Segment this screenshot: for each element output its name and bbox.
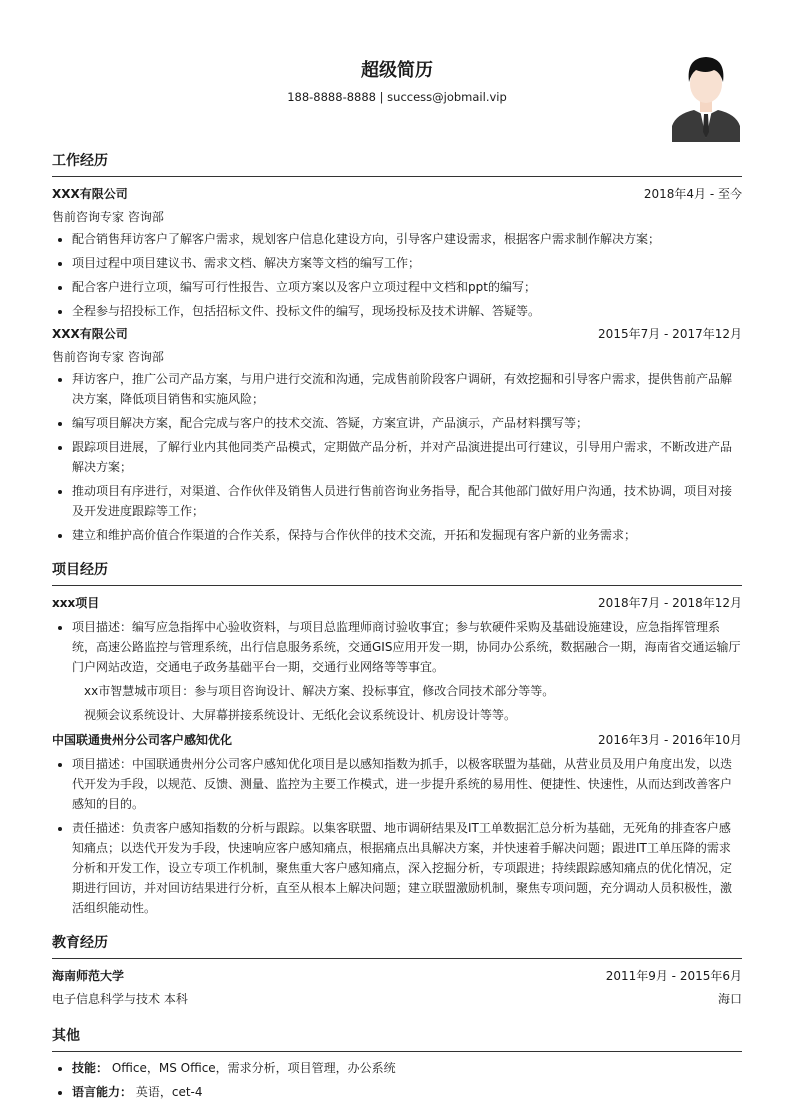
work-item — [52, 185, 742, 321]
section-projects — [52, 559, 742, 918]
school-location: 海口 — [717, 992, 742, 1006]
list-item: • 编写项目解决方案，配合完成与客户的技术交流、答疑，方案宣讲，产品演示，产品材料撰写等； — [72, 413, 742, 433]
bullet-list — [52, 617, 742, 677]
section-education — [52, 932, 742, 1007]
skills-value: Office，MS Office，需求分析，项目管理，办公系统 — [111, 1061, 396, 1075]
bullet-list — [52, 229, 742, 321]
list-item — [72, 1058, 742, 1078]
project-item — [52, 594, 742, 725]
bullet-list — [52, 1058, 742, 1102]
resume-name: 超级简历 — [361, 60, 433, 81]
contact-info: 188-8888-8888 | success@jobmail.vip — [287, 90, 507, 104]
job-role: 售前咨询专家 咨询部 — [52, 350, 164, 364]
major-degree: 电子信息科学与技术 本科 — [52, 992, 188, 1006]
project-name: 中国联通贵州分公司客户感知优化 — [52, 733, 233, 747]
resume-page — [52, 0, 742, 1106]
list-item — [72, 1082, 742, 1102]
date-range: 2018年7月 - 2018年12月 — [598, 596, 742, 610]
section-other — [52, 1025, 742, 1102]
avatar — [670, 50, 742, 142]
section-title-work: 工作经历 — [52, 150, 742, 177]
list-item: • 建立和维护高价值合作渠道的合作关系，保持与合作伙伴的技术交流，开拓和发掘现有客户新的业务需求； — [72, 525, 742, 545]
date-range: 2015年7月 - 2017年12月 — [598, 327, 742, 341]
list-item: • 项目描述：编写应急指挥中心验收资料，与项目总监理师商讨验收事宜；参与软硬件采购及基础设施建设，应急指挥管理系统，高速公路监控与管理系统，出行信息服务系统，交通GIS应用开发一期，协同办公系统，数据融合一期，海南省交通运输厅门户网站改造，交通电子政务基础平台一期，交通行业网络等等事宜。 — [72, 617, 742, 677]
section-work — [52, 150, 742, 545]
work-item — [52, 325, 742, 545]
project-name: xxx项目 — [52, 596, 100, 610]
language-label: 语言能力： — [72, 1085, 133, 1099]
company-name: XXX有限公司 — [52, 187, 128, 201]
date-range: 2018年4月 - 至今 — [643, 187, 742, 201]
list-item: • 跟踪项目进展，了解行业内其他同类产品模式，定期做产品分析，并对产品演进提出可行建议，引导用户需求，不断改进产品解决方案； — [72, 437, 742, 477]
list-item: • 配合客户进行立项，编写可行性报告、立项方案以及客户立项过程中文档和ppt的编写； — [72, 277, 742, 297]
bullet-list — [52, 754, 742, 918]
resume-header — [52, 0, 742, 150]
date-range: 2011年9月 - 2015年6月 — [605, 969, 742, 983]
language-value: 英语，cet-4 — [135, 1085, 203, 1099]
job-role: 售前咨询专家 咨询部 — [52, 210, 164, 224]
project-item — [52, 731, 742, 918]
list-item: • 项目描述：中国联通贵州分公司客户感知优化项目是以感知指数为抓手，以极客联盟为基础，从营业员及用户角度出发，以迭代开发为手段，以规范、反馈、测量、监控为主要工作模式，进一步提升系统的易用性、便捷性、快速性，从而达到改善客户感知的目的。 — [72, 754, 742, 814]
skills-label: 技能： — [72, 1061, 109, 1075]
bullet-list — [52, 369, 742, 545]
list-item: • 责任描述：负责客户感知指数的分析与跟踪。以集客联盟、地市调研结果及IT工单数据汇总分析为基础，无死角的排查客户感知痛点；以迭代开发为手段，快速响应客户感知痛点，根据痛点出具解决方案，并快速着手解决问题；跟进IT工单压降的需求分析和开发工作，设立专项工作机制，聚焦重大客户感知痛点，深入挖掘分析，专项跟进；持续跟踪感知痛点的优化情况，定期进行回访，并对回访结果进行分析，直至从根本上解决问题；建立联盟激励机制，聚焦专项问题，充分调动人员积极性，激活组织能动性。 — [72, 818, 742, 918]
project-paragraph: xx市智慧城市项目：参与项目咨询设计、解决方案、投标事宜，修改合同技术部分等等。 — [84, 684, 555, 698]
company-name: XXX有限公司 — [52, 327, 128, 341]
list-item: • 项目过程中项目建议书、需求文档、解决方案等文档的编写工作； — [72, 253, 742, 273]
list-item: • 推动项目有序进行，对渠道、合作伙伴及销售人员进行售前咨询业务指导，配合其他部门做好用户沟通，技术协调，项目对接及开发进度跟踪等工作； — [72, 481, 742, 521]
project-paragraph: 视频会议系统设计、大屏幕拼接系统设计、无纸化会议系统设计、机房设计等等。 — [84, 708, 517, 722]
list-item: • 配合销售拜访客户了解客户需求，规划客户信息化建设方向，引导客户建设需求，根据客户需求制作解决方案； — [72, 229, 742, 249]
school-name: 海南师范大学 — [52, 969, 125, 983]
section-title-education: 教育经历 — [52, 932, 742, 959]
section-title-other: 其他 — [52, 1025, 742, 1052]
list-item: • 拜访客户，推广公司产品方案，与用户进行交流和沟通，完成售前阶段客户调研，有效挖掘和引导客户需求，提供售前产品解决方案，降低项目销售和实施风险； — [72, 369, 742, 409]
date-range: 2016年3月 - 2016年10月 — [598, 733, 742, 747]
list-item: • 全程参与招投标工作，包括招标文件、投标文件的编写，现场投标及技术讲解、答疑等。 — [72, 301, 742, 321]
section-title-projects: 项目经历 — [52, 559, 742, 586]
